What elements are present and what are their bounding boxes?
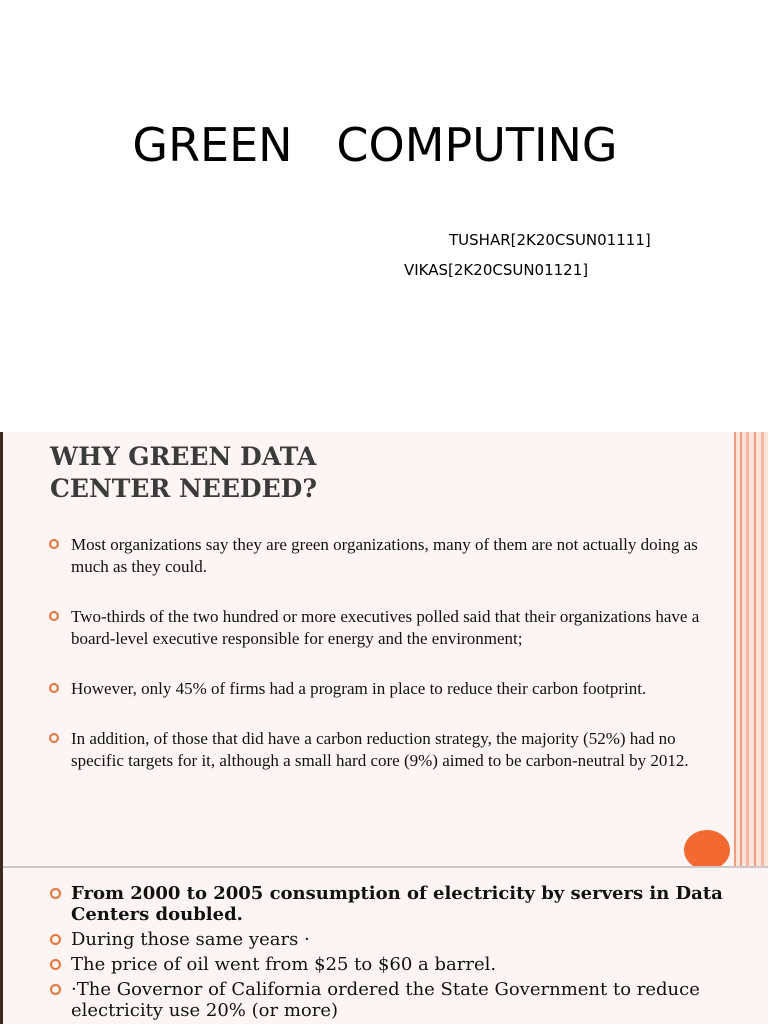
- title-slide: [0, 0, 768, 432]
- bullet-ring-icon: [49, 539, 59, 549]
- bullet-list: [48, 534, 718, 772]
- decorative-stripes: [734, 432, 768, 866]
- bullet-text: However, only 45% of firms had a program in place to reduce their carbon footprint.: [71, 679, 647, 698]
- stripe: [734, 432, 736, 866]
- bullet-text: During those same years ·: [71, 929, 310, 950]
- list-item: [48, 728, 718, 772]
- why-green-data-center-slide: [0, 432, 768, 866]
- bullet-ring-icon: [50, 984, 61, 995]
- bullet-ring-icon: [49, 733, 59, 743]
- bullet-list: [50, 883, 750, 1021]
- bullet-text: From 2000 to 2005 consumption of electricity by servers in Data Centers doubled.: [71, 883, 723, 925]
- bullet-text: Most organizations say they are green organizations, many of them are not actually doing as much as they could.: [71, 535, 698, 576]
- author-vikas: VIKAS[2K20CSUN01121]: [404, 261, 589, 279]
- list-item: [50, 929, 750, 950]
- bullet-ring-icon: [50, 934, 61, 945]
- heading-line-1: WHY GREEN DATA: [50, 442, 317, 471]
- slide-divider: [0, 866, 768, 868]
- bullet-text: ·The Governor of California ordered the State Government to reduce electricity use 20% (or more): [71, 979, 700, 1021]
- list-item: [50, 979, 750, 1021]
- list-item: [48, 534, 718, 578]
- slide-heading: [50, 441, 317, 505]
- bullet-text: The price of oil went from $25 to $60 a barrel.: [71, 954, 497, 975]
- stripe: [740, 432, 742, 866]
- presentation-title: GREEN COMPUTING: [132, 118, 618, 172]
- list-item: [50, 883, 750, 925]
- list-item: [48, 678, 718, 700]
- bullet-ring-icon: [50, 888, 61, 899]
- bullet-ring-icon: [49, 683, 59, 693]
- bullet-ring-icon: [50, 959, 61, 970]
- stripe: [754, 432, 756, 866]
- stripe: [761, 432, 764, 866]
- orange-circle-decoration: [684, 830, 730, 866]
- bullet-ring-icon: [49, 611, 59, 621]
- electricity-consumption-slide: [0, 866, 768, 1024]
- author-tushar: TUSHAR[2K20CSUN01111]: [449, 231, 651, 249]
- stripe: [746, 432, 749, 866]
- slide-left-border: [0, 866, 3, 1024]
- bullet-text: In addition, of those that did have a carbon reduction strategy, the majority (52%) had no specific targets for it, although a small hard core (9%) aimed to be carbon-neutral by 2012.: [71, 729, 689, 770]
- bullet-text: Two-thirds of the two hundred or more executives polled said that their organizations have a board-level executive responsible for energy and the environment;: [71, 607, 700, 648]
- list-item: [48, 606, 718, 650]
- heading-line-2: CENTER NEEDED?: [50, 474, 317, 503]
- list-item: [50, 954, 750, 975]
